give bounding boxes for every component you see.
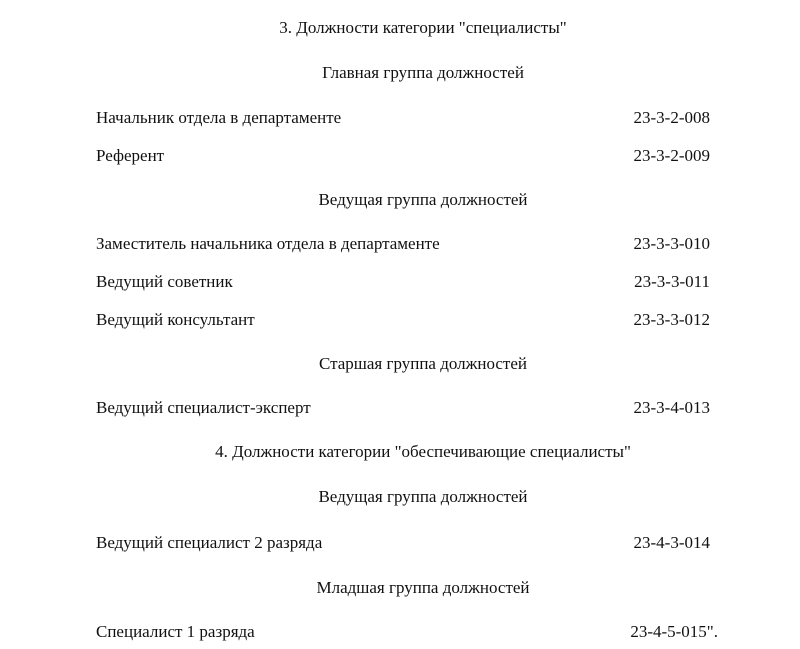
- position-code: 23-3-2-009: [633, 146, 710, 165]
- table-row: [96, 146, 710, 166]
- position-code: 23-4-5-015".: [630, 622, 718, 641]
- section-3-title: 3. Должности категории "специалисты": [279, 18, 567, 37]
- table-row: [96, 533, 710, 553]
- table-row: [96, 234, 710, 254]
- position-code: 23-4-3-014: [633, 533, 710, 552]
- table-row: [96, 108, 710, 128]
- group-title-senior: Старшая группа должностей: [318, 354, 528, 373]
- position-name: Начальник отдела в департаменте: [96, 108, 342, 127]
- position-code: 23-3-3-010: [633, 234, 710, 253]
- group-title-junior: Младшая группа должностей: [316, 578, 530, 597]
- position-code: 23-3-3-011: [634, 272, 710, 291]
- position-code: 23-3-3-012: [633, 310, 710, 329]
- position-name: Ведущий советник: [96, 272, 233, 291]
- position-name: Заместитель начальника отдела в департаменте: [96, 234, 440, 253]
- position-name: Специалист 1 разряда: [96, 622, 255, 641]
- position-name: Референт: [96, 146, 165, 165]
- section-4-title: 4. Должности категории "обеспечивающие специалисты": [215, 442, 631, 461]
- position-name: Ведущий консультант: [96, 310, 255, 329]
- position-name: Ведущий специалист-эксперт: [96, 398, 311, 417]
- position-code: 23-3-4-013: [633, 398, 710, 417]
- table-row: [96, 272, 710, 292]
- position-code: 23-3-2-008: [633, 108, 710, 127]
- table-row: [96, 310, 710, 330]
- table-row: [96, 622, 718, 642]
- group-title-leading: Ведущая группа должностей: [318, 190, 528, 209]
- position-name: Ведущий специалист 2 разряда: [96, 533, 323, 552]
- group-title-main: Главная группа должностей: [322, 63, 524, 82]
- group-title-leading-support: Ведущая группа должностей: [318, 487, 528, 506]
- table-row: [96, 398, 710, 418]
